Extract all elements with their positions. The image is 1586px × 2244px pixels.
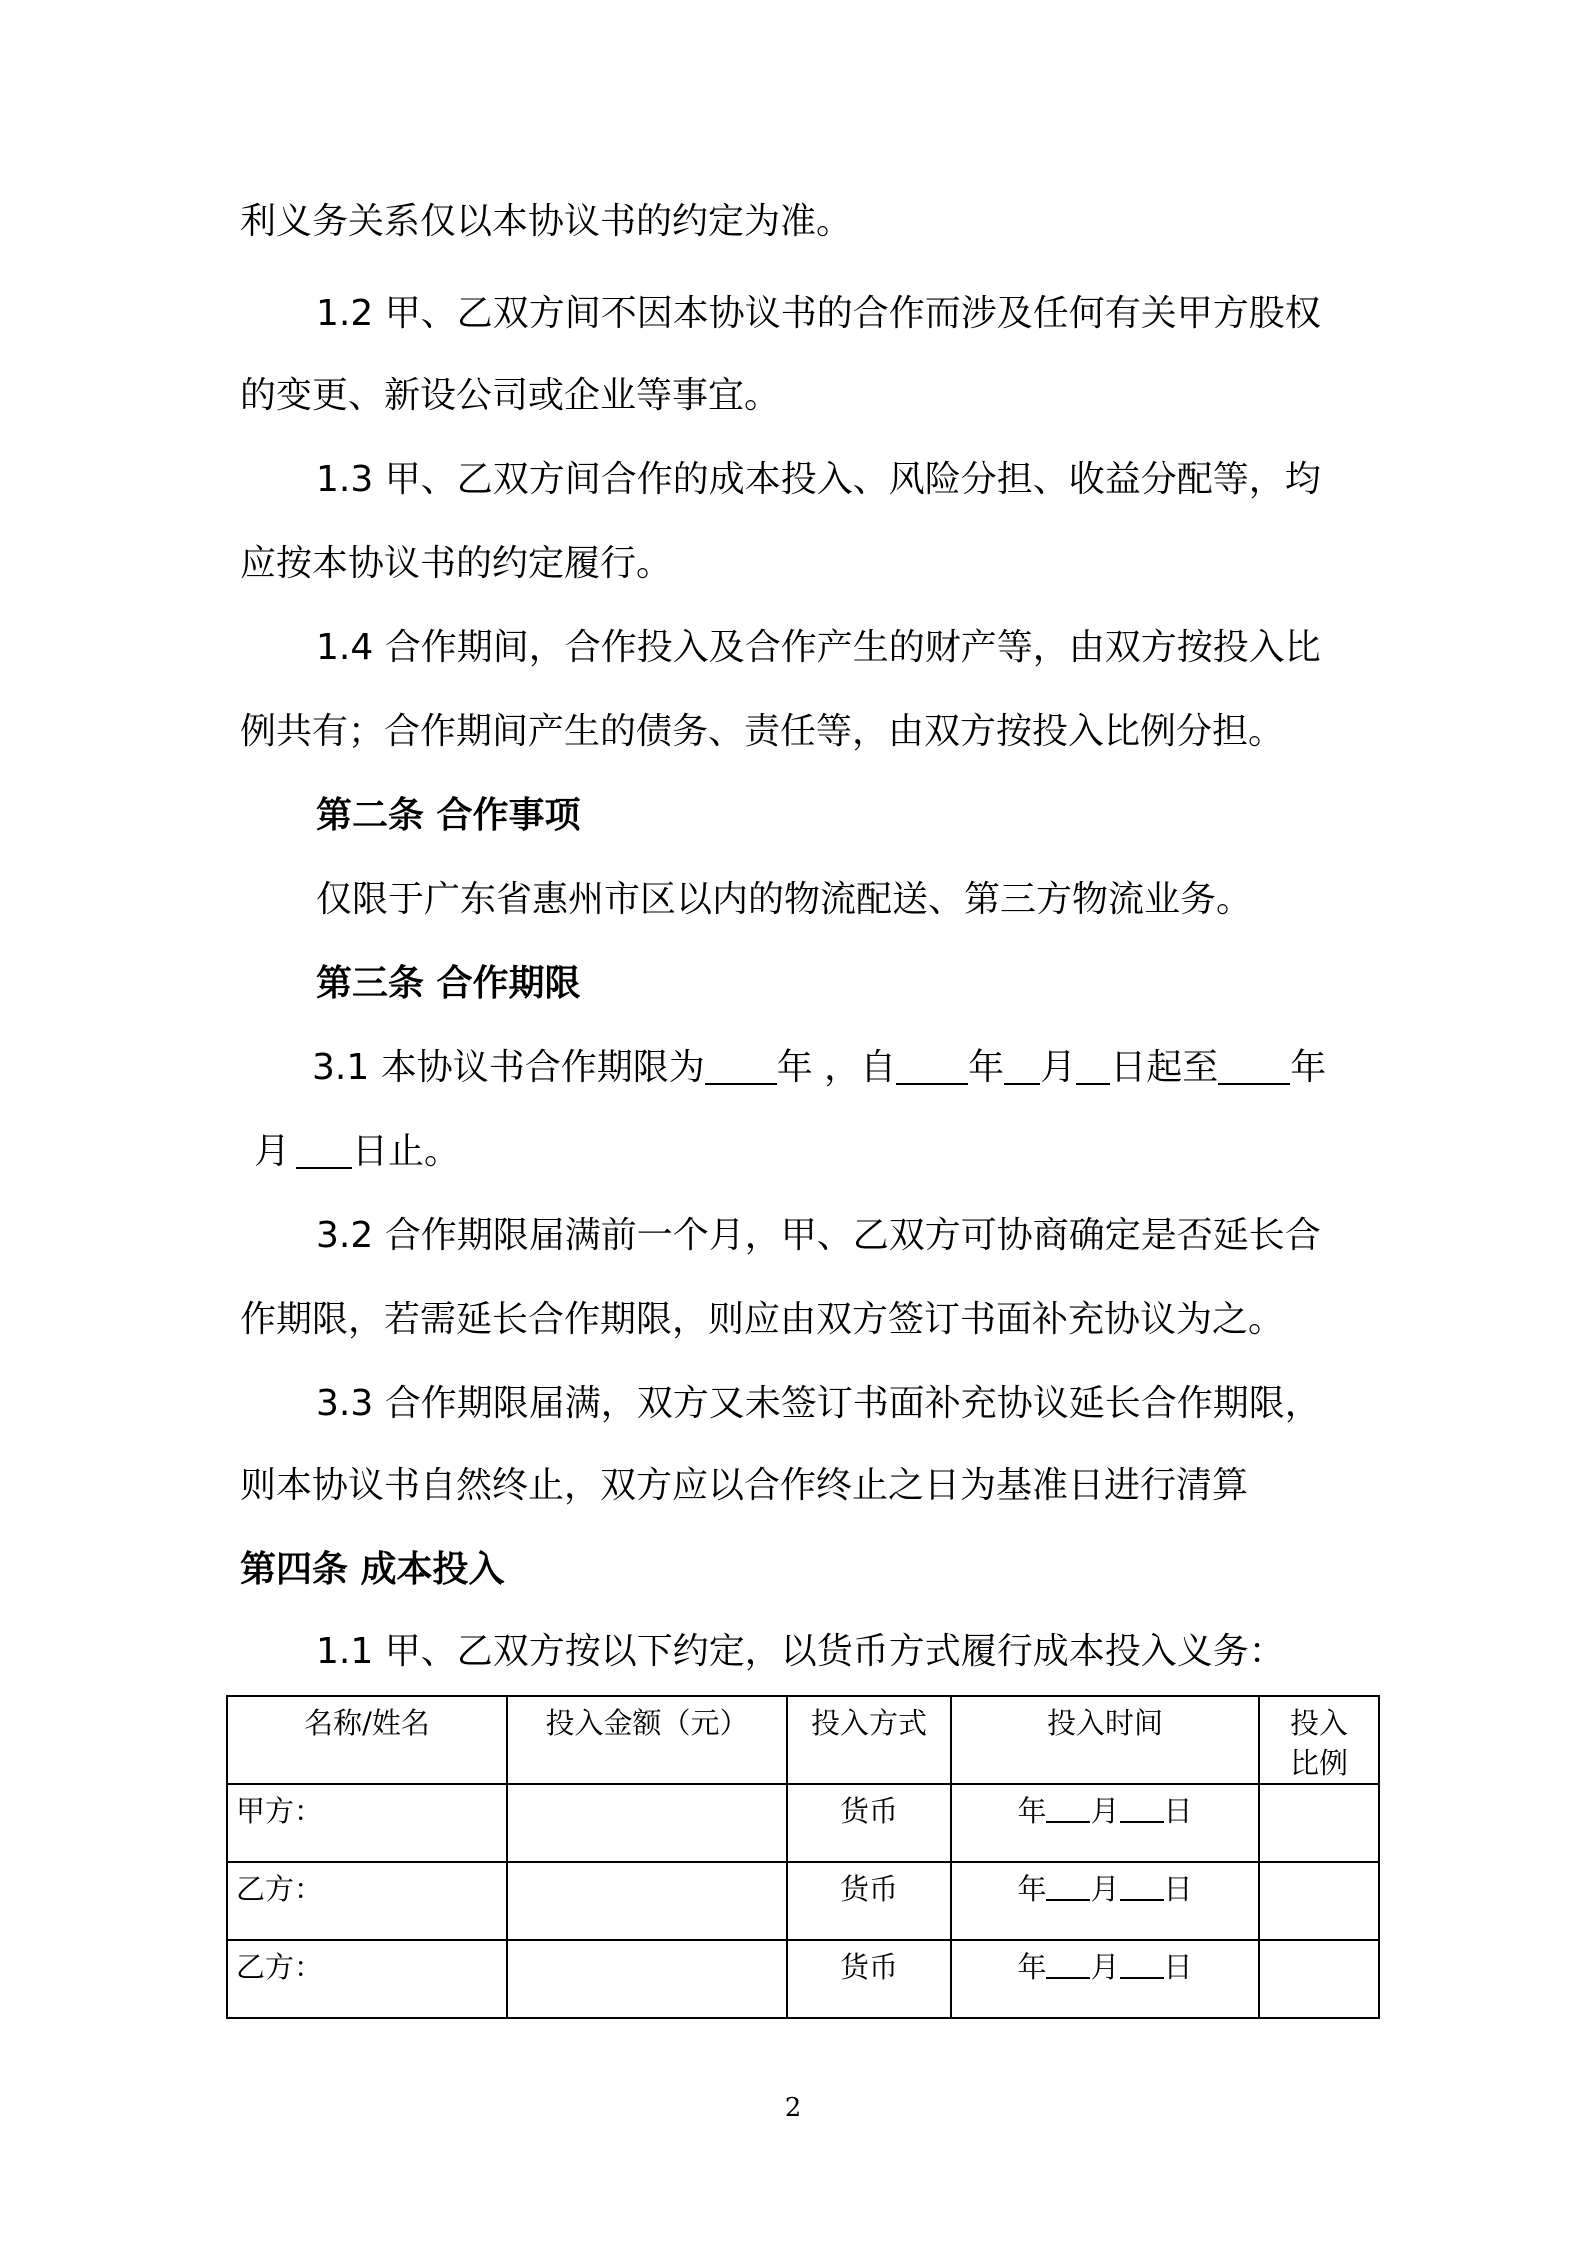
article-2-heading: 第二条 合作事项 (316, 795, 581, 836)
page-number: 2 (784, 2093, 802, 2123)
header-name: 名称/姓名 (227, 1696, 507, 1784)
paragraph-3-3-line1: 3.3 合作期限届满，双方又未签订书面补充协议延长合作期限， (316, 1383, 1321, 1424)
term-text: 月 (254, 1131, 291, 1172)
header-method: 投入方式 (787, 1696, 951, 1784)
article-4-heading: 第四条 成本投入 (240, 1549, 505, 1590)
term-text: 月 (1040, 1047, 1077, 1088)
paragraph-1-3-line2: 应按本协议书的约定履行。 (240, 543, 673, 584)
investment-table (226, 1695, 1380, 2019)
term-text: 年 ，自 (776, 1047, 897, 1088)
ratio-cell (1259, 1784, 1379, 1862)
party-name: 乙方： (227, 1940, 507, 2018)
blank-start-month (1004, 1047, 1040, 1085)
time-cell (951, 1784, 1259, 1862)
day-label: 日 (1163, 1950, 1193, 1984)
method-cell: 货币 (787, 1862, 951, 1940)
amount-cell (507, 1862, 787, 1940)
blank-end-year (1218, 1047, 1290, 1085)
day-blank (1120, 1871, 1164, 1901)
table-header-row (227, 1696, 1379, 1784)
paragraph-4-1: 1.1 甲、乙双方按以下约定，以货币方式履行成本投入义务： (316, 1631, 1285, 1672)
paragraph-3-2-line1: 3.2 合作期限届满前一个月，甲、乙双方可协商确定是否延长合 (316, 1215, 1321, 1256)
month-label: 月 (1090, 1872, 1120, 1906)
ratio-cell (1259, 1940, 1379, 2018)
amount-cell (507, 1940, 787, 2018)
term-text: 日止。 (352, 1131, 461, 1172)
method-cell: 货币 (787, 1784, 951, 1862)
time-cell (951, 1862, 1259, 1940)
paragraph-1-2-line2: 的变更、新设公司或企业等事宜。 (240, 375, 781, 416)
paragraph-3-2-line2: 作期限，若需延长合作期限，则应由双方签订书面补充协议为之。 (240, 1299, 1285, 1340)
paragraph-3-1-line2 (254, 1128, 1374, 1176)
time-cell (951, 1940, 1259, 2018)
paragraph-3-3-line2: 则本协议书自然终止，双方应以合作终止之日为基准日进行清算 (240, 1465, 1249, 1506)
article-2-body: 仅限于广东省惠州市区以内的物流配送、第三方物流业务。 (316, 879, 1253, 920)
paragraph-1-3-line1: 1.3 甲、乙双方间合作的成本投入、风险分担、收益分配等，均 (316, 459, 1321, 500)
month-blank (1046, 1949, 1090, 1979)
header-amount: 投入金额（元） (507, 1696, 787, 1784)
paragraph-1-4-line2: 例共有；合作期间产生的债务、责任等，由双方按投入比例分担。 (240, 711, 1285, 752)
blank-years (705, 1047, 777, 1085)
day-blank (1120, 1949, 1164, 1979)
day-blank (1120, 1793, 1164, 1823)
method-cell: 货币 (787, 1940, 951, 2018)
term-text: 日起至 (1110, 1047, 1219, 1088)
paragraph-1-1-continued: 利义务关系仅以本协议书的约定为准。 (240, 201, 853, 242)
year-label: 年 (1017, 1872, 1047, 1906)
table-row (227, 1940, 1379, 2018)
table-row (227, 1862, 1379, 1940)
article-3-heading: 第三条 合作期限 (316, 963, 581, 1004)
month-blank (1046, 1793, 1090, 1823)
blank-start-day (1076, 1047, 1110, 1085)
blank-start-year (896, 1047, 968, 1085)
table-row (227, 1784, 1379, 1862)
paragraph-3-1-line1 (312, 1044, 1432, 1092)
blank-end-day (296, 1131, 352, 1169)
term-text: 年 (1290, 1047, 1327, 1088)
header-ratio: 投入比例 (1259, 1696, 1379, 1784)
party-name: 甲方： (227, 1784, 507, 1862)
ratio-cell (1259, 1862, 1379, 1940)
month-label: 月 (1090, 1794, 1120, 1828)
year-label: 年 (1017, 1950, 1047, 1984)
year-label: 年 (1017, 1794, 1047, 1828)
day-label: 日 (1163, 1872, 1193, 1906)
amount-cell (507, 1784, 787, 1862)
header-time: 投入时间 (951, 1696, 1259, 1784)
paragraph-1-2-line1: 1.2 甲、乙双方间不因本协议书的合作而涉及任何有关甲方股权 (316, 293, 1321, 334)
term-text: 年 (968, 1047, 1005, 1088)
month-blank (1046, 1871, 1090, 1901)
party-name: 乙方： (227, 1862, 507, 1940)
day-label: 日 (1163, 1794, 1193, 1828)
month-label: 月 (1090, 1950, 1120, 1984)
paragraph-1-4-line1: 1.4 合作期间，合作投入及合作产生的财产等，由双方按投入比 (316, 627, 1321, 668)
term-text: 3.1 本协议书合作期限为 (312, 1047, 705, 1088)
